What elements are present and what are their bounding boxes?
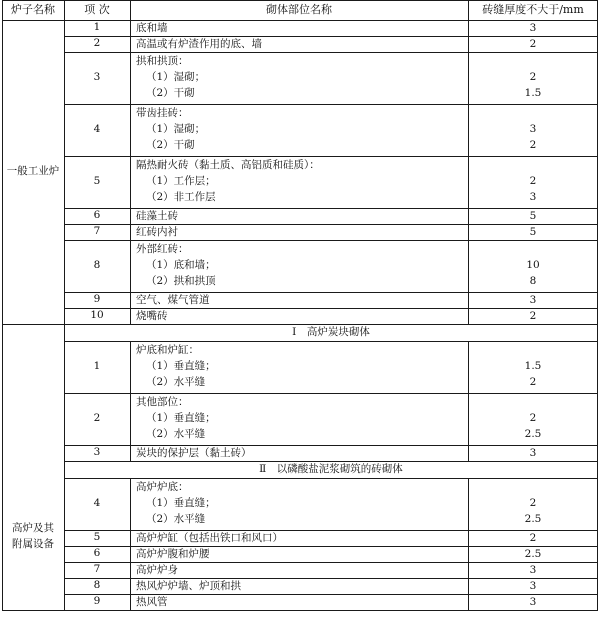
header-part: 砌体部位名称: [266, 3, 332, 16]
row-divider: [64, 208, 598, 209]
part-text: （2）干砌: [146, 87, 195, 99]
item-number: 6: [93, 547, 101, 559]
part-text: （2）水平缝: [146, 513, 206, 525]
item-number: 7: [93, 563, 101, 575]
part-text: （2）干砌: [146, 139, 195, 151]
joint-value: 3: [529, 564, 537, 576]
joint-value: 2: [529, 310, 537, 322]
joint-value: 2.5: [524, 428, 542, 440]
item-number: 3: [93, 71, 101, 83]
part-text: 隔热耐火砖（黏土质、高铝质和硅质）：: [136, 159, 320, 171]
item-number: 2: [93, 412, 101, 424]
row-divider: [64, 224, 598, 225]
row-divider: [64, 530, 598, 531]
item-number: 4: [93, 497, 101, 509]
joint-value: 3: [529, 22, 537, 34]
joint-value: 2: [529, 497, 537, 509]
part-text: 高炉炉底：: [136, 481, 189, 493]
joint-value: 2: [529, 376, 537, 388]
joint-value: 2: [529, 532, 537, 544]
item-number: 7: [93, 225, 101, 237]
joint-thickness-table: [2, 0, 598, 631]
part-text: （1）垂直缝；: [146, 412, 216, 424]
group-name-blast-furnace-1: 高炉及其: [12, 521, 54, 534]
row-divider: [64, 36, 598, 37]
joint-value: 2: [529, 175, 537, 187]
part-text: （2）水平缝: [146, 428, 206, 440]
row-divider: [64, 104, 598, 105]
item-number: 1: [93, 21, 101, 33]
joint-value: 2: [529, 38, 537, 50]
part-text: （2）拱和拱顶: [146, 275, 216, 287]
group-name-general-furnace: 一般工业炉: [6, 165, 60, 177]
part-text: 硅藻土砖: [136, 210, 178, 222]
header-item: 项 次: [84, 3, 110, 16]
joint-value: 2.5: [524, 548, 542, 560]
item-number: 2: [93, 37, 101, 49]
part-text: 炭块的保护层（黏土砖）: [136, 447, 252, 459]
part-text: 炉底和炉缸：: [136, 344, 199, 356]
part-text: （1）底和墙；: [146, 259, 216, 271]
part-text: 红砖内衬: [136, 226, 178, 238]
section-title-phosphate-brick: Ⅱ 以磷酸盐泥浆砌筑的砖砌体: [259, 463, 403, 475]
col-rule: [130, 0, 131, 611]
part-text: （1）垂直缝；: [146, 360, 216, 372]
joint-value: 5: [529, 226, 537, 238]
item-number: 5: [93, 531, 101, 543]
part-text: 底和墙: [136, 22, 168, 34]
joint-value: 2: [529, 139, 537, 151]
part-text: 外部红砖：: [136, 243, 189, 255]
joint-value: 3: [529, 294, 537, 306]
item-number: 9: [93, 595, 101, 607]
joint-value: 3: [529, 447, 537, 459]
row-divider: [64, 546, 598, 547]
part-text: 其他部位：: [136, 396, 189, 408]
joint-value: 2.5: [524, 513, 542, 525]
part-text: （1）工作层；: [146, 175, 216, 187]
item-number: 9: [93, 293, 101, 305]
part-text: （1）垂直缝；: [146, 497, 216, 509]
rule-gap: [130, 325, 131, 341]
header-furnace: 炉子名称: [11, 3, 55, 16]
joint-value: 1.5: [524, 87, 542, 99]
header-joint: 砖缝厚度不大于/mm: [482, 3, 584, 16]
joint-value: 2: [529, 71, 537, 83]
row-divider: [64, 578, 598, 579]
rule-gap: [130, 462, 131, 478]
joint-value: 2: [529, 412, 537, 424]
col-rule-right: [597, 0, 598, 611]
section-divider: [64, 461, 598, 462]
part-text: 拱和拱顶：: [136, 55, 189, 67]
part-text: （1）湿砌；: [146, 123, 206, 135]
col-rule: [64, 0, 65, 611]
item-number: 1: [93, 360, 101, 372]
group-name-blast-furnace-2: 附属设备: [12, 537, 54, 550]
part-text: 高炉炉身: [136, 564, 178, 576]
row-divider: [64, 240, 598, 241]
table-top-border: [2, 0, 598, 1]
row-divider: [64, 445, 598, 446]
part-text: 空气、煤气管道: [136, 294, 210, 306]
item-number: 3: [93, 446, 101, 458]
joint-value: 3: [529, 191, 537, 203]
row-divider: [64, 562, 598, 563]
section-divider: [64, 341, 598, 342]
table-bottom-border: [2, 610, 598, 611]
row-divider: [64, 393, 598, 394]
joint-value: 3: [529, 123, 537, 135]
part-text: 高温或有炉渣作用的底、墙: [136, 38, 262, 50]
part-text: 高炉炉腹和炉腰: [136, 548, 210, 560]
item-number: 10: [90, 309, 104, 321]
rule-gap: [468, 462, 469, 478]
row-divider: [64, 156, 598, 157]
item-number: 6: [93, 209, 101, 221]
part-text: （2）非工作层: [146, 191, 216, 203]
item-number: 8: [93, 259, 101, 271]
row-divider: [64, 594, 598, 595]
row-divider: [64, 292, 598, 293]
rule-gap: [468, 325, 469, 341]
part-text: 热风管: [136, 596, 168, 608]
part-text: 烧嘴砖: [136, 310, 168, 322]
item-number: 5: [93, 175, 101, 187]
col-rule-left: [2, 0, 3, 611]
joint-value: 1.5: [524, 360, 542, 372]
section-title-carbon-block: Ⅰ 高炉炭块砌体: [292, 326, 370, 338]
part-text: （2）水平缝: [146, 376, 206, 388]
part-text: 热风炉炉墙、炉顶和拱: [136, 580, 241, 592]
item-number: 4: [93, 123, 101, 135]
joint-value: 3: [529, 596, 537, 608]
part-text: （1）湿砌；: [146, 71, 206, 83]
joint-value: 10: [526, 259, 540, 271]
group-divider: [2, 324, 598, 325]
col-rule: [468, 0, 469, 611]
part-text: 高炉炉缸（包括出铁口和风口）: [136, 532, 283, 544]
item-number: 8: [93, 579, 101, 591]
joint-value: 3: [529, 580, 537, 592]
section-divider: [64, 478, 598, 479]
row-divider: [64, 308, 598, 309]
row-divider: [64, 52, 598, 53]
part-text: 带齿挂砖：: [136, 107, 189, 119]
joint-value: 8: [529, 275, 537, 287]
joint-value: 5: [529, 210, 537, 222]
